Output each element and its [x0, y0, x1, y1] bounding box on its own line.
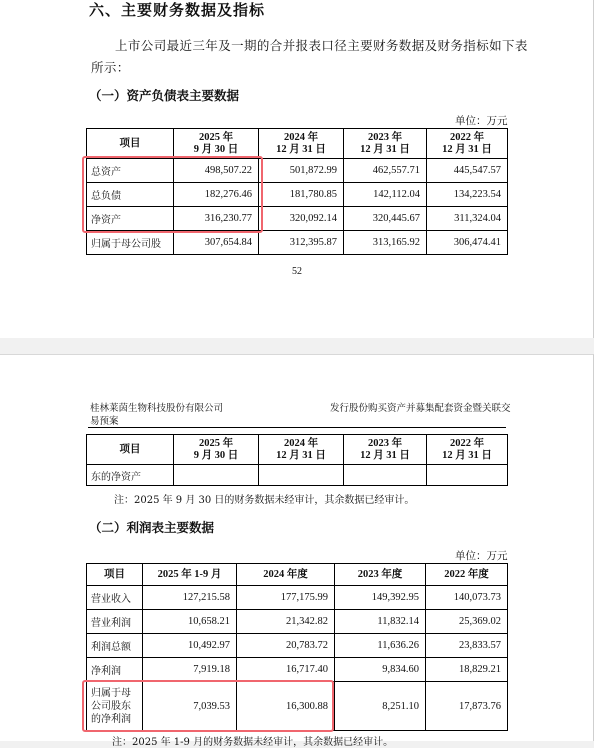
income-statement-table: [86, 563, 508, 731]
cell-value: 25,369.02: [426, 610, 508, 634]
cell-value: 23,833.57: [426, 634, 508, 658]
col-header: 项目: [87, 435, 174, 465]
running-header-left-cont: 易预案: [90, 416, 119, 427]
income-statement-subtitle: （二）利润表主要数据: [89, 520, 215, 535]
col-header: 2023 年度: [335, 564, 426, 586]
cell-value: 16,717.40: [237, 658, 335, 682]
cell-value: 501,872.99: [259, 159, 344, 183]
cell-value: 320,445.67: [344, 207, 427, 231]
cell-value: 177,175.99: [237, 586, 335, 610]
cell-value: 10,658.21: [143, 610, 237, 634]
unit-label-income: 单位：万元: [455, 550, 508, 562]
cell-value: 445,547.57: [427, 159, 508, 183]
unit-label: 单位：万元: [455, 115, 508, 127]
cell-value: 498,507.22: [174, 159, 259, 183]
balance-sheet-table-continued: [86, 434, 508, 486]
col-header: 2024 年 12 月 31 日: [259, 435, 344, 465]
row-label: 归属于母 公司股东 的净利润: [87, 682, 143, 731]
table-header-row: [87, 129, 508, 159]
table-row: [87, 465, 508, 486]
cell-value: [427, 465, 508, 486]
table-row: [87, 682, 508, 731]
cell-value: 8,251.10: [335, 682, 426, 731]
section-title: 六、主要财务数据及指标: [89, 1, 266, 19]
col-header: 2024 年度: [237, 564, 335, 586]
col-header: 2024 年 12 月 31 日: [259, 129, 344, 159]
cell-value: 18,829.21: [426, 658, 508, 682]
row-label: 营业利润: [87, 610, 143, 634]
cell-value: 462,557.71: [344, 159, 427, 183]
cell-value: 10,492.97: [143, 634, 237, 658]
col-header: 2023 年 12 月 31 日: [344, 435, 427, 465]
table-row: [87, 610, 508, 634]
cell-value: 181,780.85: [259, 183, 344, 207]
table-row: [87, 207, 508, 231]
cell-value: 311,324.04: [427, 207, 508, 231]
cell-value: 142,112.04: [344, 183, 427, 207]
row-label: 营业收入: [87, 586, 143, 610]
row-label: 归属于母公司股: [87, 231, 174, 255]
cell-value: 307,654.84: [174, 231, 259, 255]
cell-value: [344, 465, 427, 486]
cell-value: 7,919.18: [143, 658, 237, 682]
balance-sheet-subtitle: （一）资产负债表主要数据: [89, 88, 240, 103]
row-label: 总资产: [87, 159, 174, 183]
page-number: 52: [292, 266, 302, 277]
row-label: 东的净资产: [87, 465, 174, 486]
cell-value: 320,092.14: [259, 207, 344, 231]
table-header-row: [87, 435, 508, 465]
balance-sheet-table: [86, 128, 508, 255]
cell-value: 17,873.76: [426, 682, 508, 731]
col-header: 2022 年 12 月 31 日: [427, 129, 508, 159]
cell-value: 312,395.87: [259, 231, 344, 255]
cell-value: 316,230.77: [174, 207, 259, 231]
cell-value: 127,215.58: [143, 586, 237, 610]
cell-value: 134,223.54: [427, 183, 508, 207]
footnote-balance: 注：2025 年 9 月 30 日的财务数据未经审计，其余数据已经审计。: [114, 495, 415, 506]
header-rule: [88, 427, 506, 428]
cell-value: 21,342.82: [237, 610, 335, 634]
cell-value: 9,834.60: [335, 658, 426, 682]
table-row: [87, 159, 508, 183]
col-header: 2025 年 9 月 30 日: [174, 129, 259, 159]
intro-paragraph-line1: 上市公司最近三年及一期的合并报表口径主要财务数据及财务指标如下表: [115, 38, 528, 53]
col-header: 2022 年度: [426, 564, 508, 586]
table-row: [87, 658, 508, 682]
cell-value: 16,300.88: [237, 682, 335, 731]
col-header: 项目: [87, 564, 143, 586]
row-label: 利润总额: [87, 634, 143, 658]
footnote-income: 注：2025 年 1-9 月的财务数据未经审计，其余数据已经审计。: [112, 737, 394, 748]
cell-value: 11,636.26: [335, 634, 426, 658]
cell-value: [174, 465, 259, 486]
cell-value: 182,276.46: [174, 183, 259, 207]
row-label: 总负债: [87, 183, 174, 207]
running-header-right: 发行股份购买资产并募集配套资金暨关联交: [330, 403, 511, 414]
table-header-row: [87, 564, 508, 586]
cell-value: 149,392.95: [335, 586, 426, 610]
table-row: [87, 586, 508, 610]
table-row: [87, 634, 508, 658]
running-header-left: 桂林莱茵生物科技股份有限公司: [90, 403, 224, 414]
intro-paragraph-line2: 所示：: [91, 60, 130, 75]
col-header: 2025 年 1-9 月: [143, 564, 237, 586]
cell-value: 11,832.14: [335, 610, 426, 634]
cell-value: [259, 465, 344, 486]
row-label: 净资产: [87, 207, 174, 231]
cell-value: 7,039.53: [143, 682, 237, 731]
col-header: 2022 年 12 月 31 日: [427, 435, 508, 465]
col-header: 2023 年 12 月 31 日: [344, 129, 427, 159]
table-row: [87, 183, 508, 207]
cell-value: 20,783.72: [237, 634, 335, 658]
cell-value: 313,165.92: [344, 231, 427, 255]
table-row: [87, 231, 508, 255]
cell-value: 140,073.73: [426, 586, 508, 610]
col-header: 项目: [87, 129, 174, 159]
cell-value: 306,474.41: [427, 231, 508, 255]
row-label: 净利润: [87, 658, 143, 682]
col-header: 2025 年 9 月 30 日: [174, 435, 259, 465]
